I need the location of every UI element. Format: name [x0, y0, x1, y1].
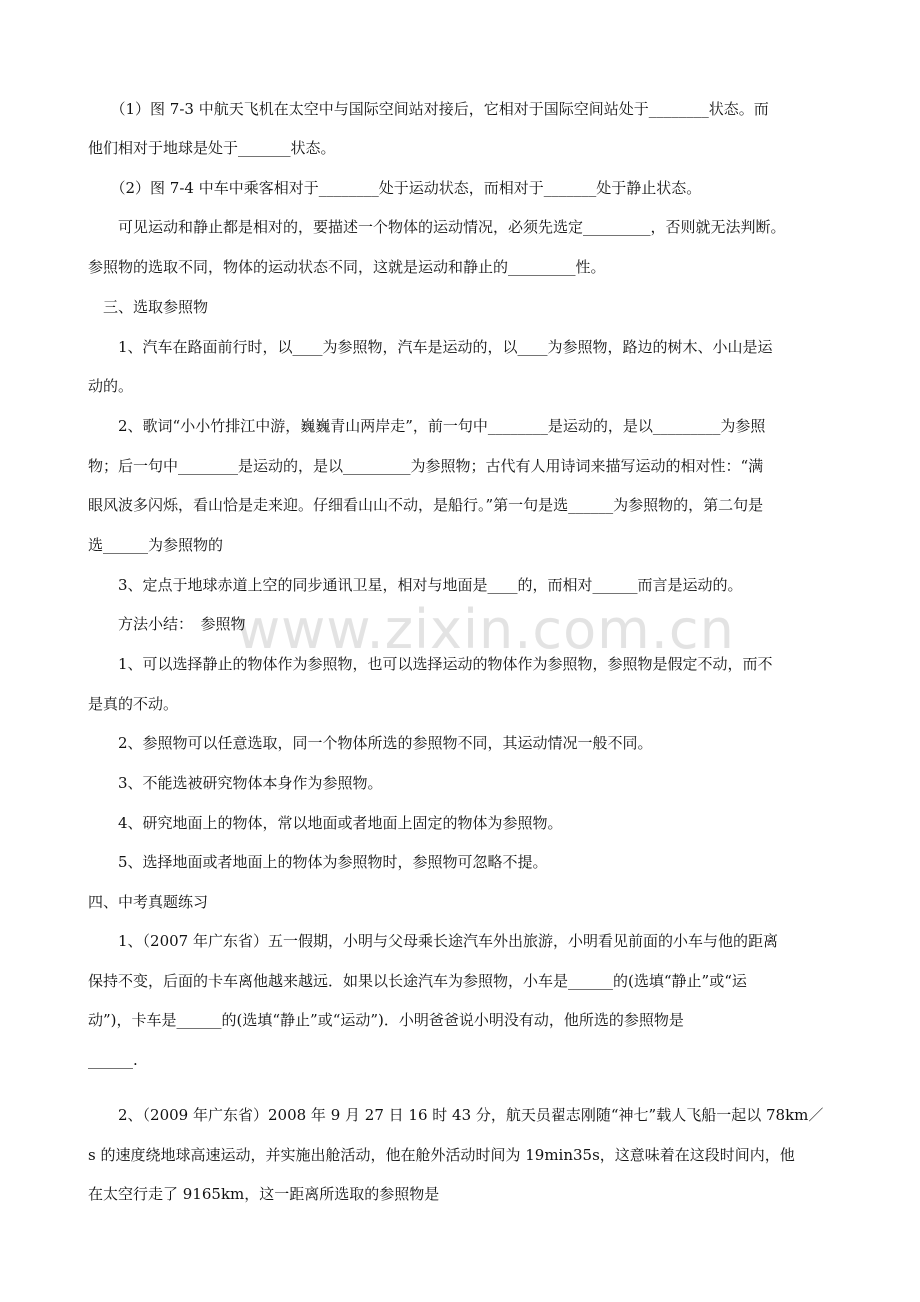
- text-line: 2、（2009 年广东省）2008 年 9 月 27 日 16 时 43 分，航天员翟志刚随“神七”载人飞船一起以 78km／: [88, 1106, 824, 1124]
- text-line: 1、可以选择静止的物体作为参照物，也可以选择运动的物体作为参照物，参照物是假定不动，而不: [88, 655, 773, 673]
- text-line: 保持不变，后面的卡车离他越来越远．如果以长途汽车为参照物，小车是______的(选填“静止”或“运: [88, 972, 747, 990]
- text-line: 他们相对于地球是处于_______状态。: [88, 139, 336, 157]
- text-line: s 的速度绕地球高速运动，并实施出舱活动，他在舱外活动时间为 19min35s，这意味着在这段时间内，他: [88, 1146, 795, 1164]
- text-line: 2、参照物可以任意选取，同一个物体所选的参照物不同，其运动情况一般不同。: [88, 734, 653, 752]
- text-line: 3、不能选被研究物体本身作为参照物。: [88, 774, 383, 792]
- text-line: 眼风波多闪烁，看山恰是走来迎。仔细看山山不动，是船行。”第一句是选______为参照物的，第二句是: [88, 496, 764, 514]
- text-line: ______.: [88, 1051, 138, 1069]
- text-line: 物；后一句中________是运动的，是以_________为参照物；古代有人用诗词来描写运动的相对性：“满: [88, 457, 764, 475]
- text-line: （1）图 7-3 中航天飞机在太空中与国际空间站对接后，它相对于国际空间站处于________状态。而: [88, 100, 769, 118]
- text-line: 在太空行走了 9165km，这一距离所选取的参照物是: [88, 1185, 440, 1203]
- text-line: 3、定点于地球赤道上空的同步通讯卫星，相对与地面是____的，而相对______而言是运动的。: [88, 576, 743, 594]
- text-line: 动的。: [88, 377, 134, 395]
- section-heading: 三、选取参照物: [88, 298, 209, 316]
- text-line: 参照物的选取不同，物体的运动状态不同，这就是运动和静止的_________性。: [88, 258, 606, 276]
- watermark: www.zixin.com.cn: [236, 598, 735, 661]
- text-line: （2）图 7-4 中车中乘客相对于________处于运动状态，而相对于_______处于静止状态。: [88, 179, 702, 197]
- text-line: 可见运动和静止都是相对的，要描述一个物体的运动情况，必须先选定_________，否则就无法判断。: [88, 218, 786, 236]
- text-line: 2、歌词“小小竹排江中游，巍巍青山两岸走”，前一句中________是运动的，是以_________为参照: [88, 417, 766, 435]
- text-line: 动”)，卡车是______的(选填“静止”或“运动”)．小明爸爸说小明没有动，他所选的参照物是: [88, 1011, 684, 1029]
- text-line: 1、汽车在路面前行时，以____为参照物，汽车是运动的，以____为参照物，路边的树木、小山是运: [88, 338, 773, 356]
- text-line: 5、选择地面或者地面上的物体为参照物时，参照物可忽略不提。: [88, 853, 548, 871]
- text-line: 方法小结： 参照物: [88, 615, 246, 633]
- text-line: 4、研究地面上的物体，常以地面或者地面上固定的物体为参照物。: [88, 814, 563, 832]
- text-line: 选______为参照物的: [88, 536, 224, 554]
- text-line: 1、（2007 年广东省）五一假期，小明与父母乘长途汽车外出旅游，小明看见前面的小车与他的距离: [88, 932, 778, 950]
- section-heading: 四、中考真题练习: [88, 893, 209, 911]
- text-line: 是真的不动。: [88, 695, 179, 713]
